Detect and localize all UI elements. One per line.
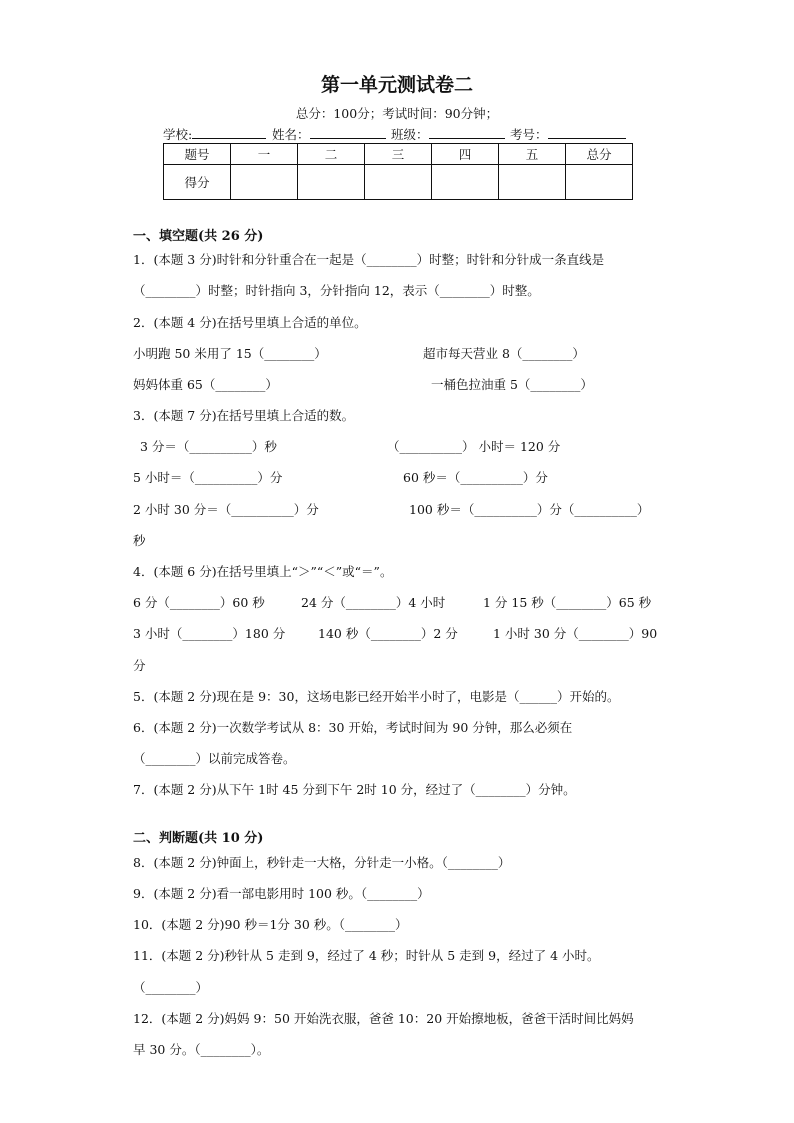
- section-title-judgement: 二、判断题(共 10 分): [133, 831, 264, 846]
- score-cell[interactable]: [298, 165, 365, 200]
- question-line: 1 分 15 秒（________）65 秒: [483, 595, 652, 610]
- exam-subtitle: 总分：100分；考试时间：90分钟；: [295, 106, 499, 121]
- score-cell[interactable]: [499, 165, 566, 200]
- name-blank: [310, 126, 386, 139]
- question-line: 24 分（________）4 小时: [301, 595, 446, 610]
- question-line: 3 小时（________）180 分: [133, 626, 286, 641]
- question-line: 5 小时＝（__________）分: [133, 470, 283, 485]
- class-label: 班级：: [391, 127, 429, 142]
- question-line: （________）: [133, 980, 209, 995]
- question-line: 7．(本题 2 分)从下午 1时 45 分到下午 2时 10 分，经过了（________）分钟。: [133, 782, 576, 797]
- question-line: 6．(本题 2 分)一次数学考试从 8：30 开始，考试时间为 90 分钟，那么必须在: [133, 720, 573, 735]
- question-line: 一桶色拉油重 5（________）: [431, 377, 593, 392]
- question-line: 妈妈体重 65（________）: [133, 377, 278, 392]
- question-line: （__________） 小时＝ 120 分: [387, 439, 561, 454]
- score-table-header: 三: [365, 144, 432, 165]
- name-field: [272, 125, 386, 143]
- question-line: 分: [133, 658, 146, 673]
- question-line: 1 小时 30 分（________）90: [493, 626, 658, 641]
- question-line: 8．(本题 2 分)钟面上，秒针走一大格，分针走一小格。（________）: [133, 855, 511, 870]
- question-line: 100 秒＝（__________）分（__________）: [409, 502, 650, 517]
- section-title-fill-in: 一、填空题(共 26 分): [133, 229, 264, 244]
- score-table: [163, 143, 633, 200]
- score-table-header: 二: [298, 144, 365, 165]
- school-blank: [192, 126, 266, 139]
- question-line: 6 分（________）60 秒: [133, 595, 265, 610]
- question-line: 60 秒＝（__________）分: [403, 470, 548, 485]
- score-row-label: 得分: [164, 165, 231, 200]
- score-cell[interactable]: [231, 165, 298, 200]
- score-table-header: 总分: [566, 144, 633, 165]
- exam-no-label: 考号：: [510, 127, 548, 142]
- question-line: 早 30 分。（________）。: [133, 1042, 270, 1057]
- class-field: [391, 125, 505, 143]
- school-label: 学校:: [163, 127, 193, 142]
- score-table-header-row: [164, 144, 633, 165]
- question-line: 1．(本题 3 分)时针和分针重合在一起是（________）时整；时针和分针成一条直线是: [133, 252, 605, 267]
- question-line: 4．(本题 6 分)在括号里填上“＞”“＜”或“＝”。: [133, 564, 393, 579]
- question-line: 9．(本题 2 分)看一部电影用时 100 秒。（________）: [133, 886, 430, 901]
- score-table-header: 一: [231, 144, 298, 165]
- exam-no-field: [510, 125, 626, 143]
- page-title: 第一单元测试卷二: [320, 74, 473, 96]
- score-table-score-row: [164, 165, 633, 200]
- school-field: [163, 125, 266, 143]
- score-cell[interactable]: [365, 165, 432, 200]
- question-line: 3 分＝（__________）秒: [140, 439, 277, 454]
- name-label: 姓名：: [272, 127, 310, 142]
- question-line: 10．(本题 2 分)90 秒＝1分 30 秒。（________）: [133, 917, 408, 932]
- score-table-header: 题号: [164, 144, 231, 165]
- question-line: 5．(本题 2 分)现在是 9：30，这场电影已经开始半小时了，电影是（______）开始的。: [133, 689, 620, 704]
- question-line: 2 小时 30 分＝（__________）分: [133, 502, 319, 517]
- question-line: 小明跑 50 米用了 15（________）: [133, 346, 327, 361]
- exam-no-blank: [548, 126, 626, 139]
- question-line: 3．(本题 7 分)在括号里填上合适的数。: [133, 408, 355, 423]
- score-table-header: 五: [499, 144, 566, 165]
- class-blank: [429, 126, 505, 139]
- question-line: 2．(本题 4 分)在括号里填上合适的单位。: [133, 315, 367, 330]
- question-line: 超市每天营业 8（________）: [423, 346, 585, 361]
- score-cell[interactable]: [566, 165, 633, 200]
- question-line: 12．(本题 2 分)妈妈 9：50 开始洗衣服，爸爸 10：20 开始擦地板，爸爸干活时间比妈妈: [133, 1011, 634, 1026]
- question-line: （________）以前完成答卷。: [133, 751, 296, 766]
- score-table-header: 四: [432, 144, 499, 165]
- question-line: （________）时整；时针指向 3，分针指向 12，表示（________）时整。: [133, 283, 540, 298]
- question-line: 140 秒（________）2 分: [318, 626, 458, 641]
- question-line: 11．(本题 2 分)秒针从 5 走到 9，经过了 4 秒；时针从 5 走到 9，经过了 4 小时。: [133, 948, 600, 963]
- score-cell[interactable]: [432, 165, 499, 200]
- question-line: 秒: [133, 533, 146, 548]
